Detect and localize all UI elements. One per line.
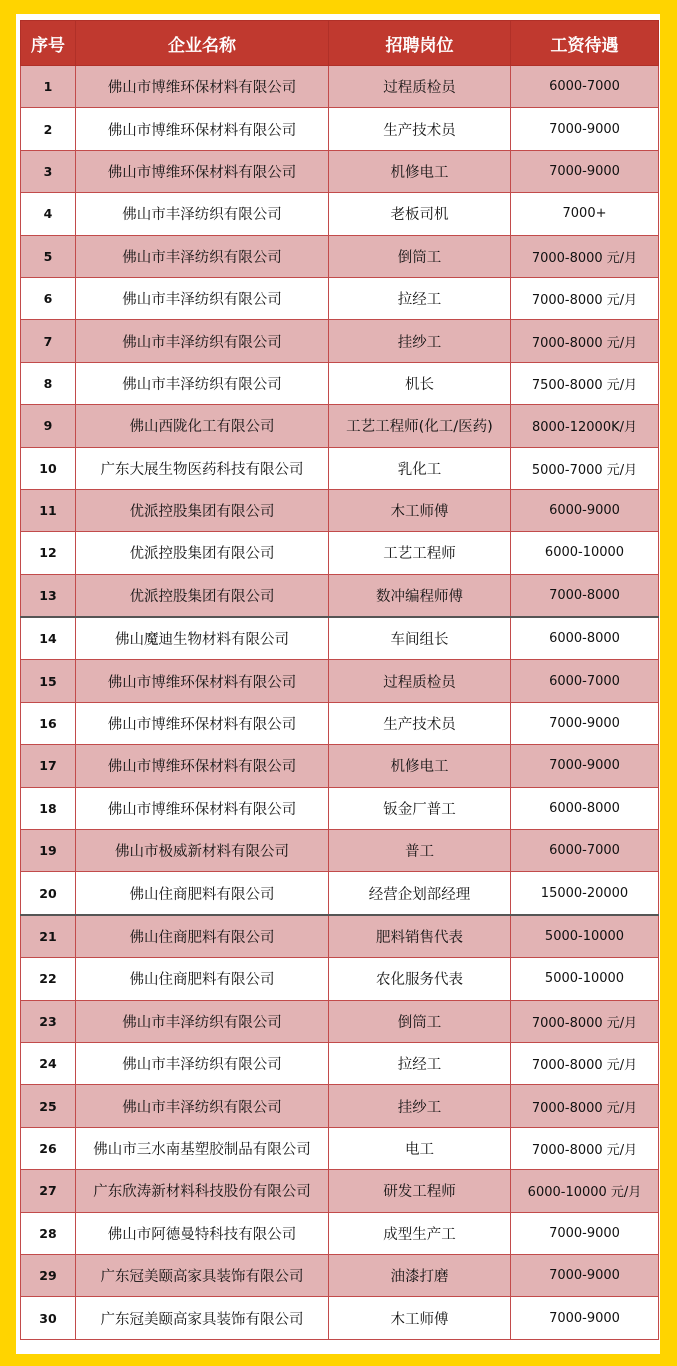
table-row bbox=[21, 958, 659, 1000]
table-row bbox=[21, 787, 659, 829]
table-row bbox=[21, 66, 659, 108]
row-index-cell: 29 bbox=[21, 1254, 76, 1296]
position-cell: 工艺工程师 bbox=[329, 532, 511, 574]
row-index-cell: 7 bbox=[21, 320, 76, 362]
table-row bbox=[21, 1127, 659, 1169]
position-cell: 钣金厂普工 bbox=[329, 787, 511, 829]
company-name-cell: 佛山魔迪生物材料有限公司 bbox=[76, 617, 329, 660]
table-row bbox=[21, 277, 659, 319]
position-cell: 数冲编程师傅 bbox=[329, 574, 511, 617]
table-row bbox=[21, 1170, 659, 1212]
table-row bbox=[21, 150, 659, 192]
company-name-cell: 佛山市丰泽纺织有限公司 bbox=[76, 235, 329, 277]
salary-cell: 6000-8000 bbox=[511, 787, 659, 829]
salary-cell: 7000-9000 bbox=[511, 1254, 659, 1296]
table-row bbox=[21, 1297, 659, 1339]
row-index-cell: 18 bbox=[21, 787, 76, 829]
table-row bbox=[21, 1254, 659, 1296]
row-index-cell: 22 bbox=[21, 958, 76, 1000]
position-cell: 过程质检员 bbox=[329, 660, 511, 702]
row-index-cell: 17 bbox=[21, 745, 76, 787]
position-cell: 挂纱工 bbox=[329, 320, 511, 362]
header-position: 招聘岗位 bbox=[329, 21, 511, 66]
position-cell: 挂纱工 bbox=[329, 1085, 511, 1127]
position-cell: 老板司机 bbox=[329, 193, 511, 235]
salary-cell: 6000-7000 bbox=[511, 830, 659, 872]
row-index-cell: 12 bbox=[21, 532, 76, 574]
position-cell: 生产技术员 bbox=[329, 108, 511, 150]
row-index-cell: 20 bbox=[21, 872, 76, 915]
table-row bbox=[21, 574, 659, 617]
position-cell: 油漆打磨 bbox=[329, 1254, 511, 1296]
position-cell: 拉经工 bbox=[329, 1042, 511, 1084]
row-index-cell: 13 bbox=[21, 574, 76, 617]
row-index-cell: 5 bbox=[21, 235, 76, 277]
company-name-cell: 佛山市极威新材料有限公司 bbox=[76, 830, 329, 872]
recruitment-table bbox=[20, 20, 659, 1340]
table-row bbox=[21, 108, 659, 150]
row-index-cell: 15 bbox=[21, 660, 76, 702]
row-index-cell: 11 bbox=[21, 489, 76, 531]
salary-cell: 7000-8000 bbox=[511, 574, 659, 617]
company-name-cell: 佛山市丰泽纺织有限公司 bbox=[76, 362, 329, 404]
salary-cell: 7000-9000 bbox=[511, 1297, 659, 1339]
company-name-cell: 佛山市丰泽纺织有限公司 bbox=[76, 193, 329, 235]
table-row bbox=[21, 1085, 659, 1127]
table-row bbox=[21, 489, 659, 531]
salary-cell: 6000-10000 bbox=[511, 532, 659, 574]
company-name-cell: 佛山住商肥料有限公司 bbox=[76, 958, 329, 1000]
company-name-cell: 佛山市博维环保材料有限公司 bbox=[76, 108, 329, 150]
company-name-cell: 广东冠美颐高家具装饰有限公司 bbox=[76, 1254, 329, 1296]
position-cell: 过程质检员 bbox=[329, 66, 511, 108]
company-name-cell: 优派控股集团有限公司 bbox=[76, 489, 329, 531]
position-cell: 乳化工 bbox=[329, 447, 511, 489]
salary-cell: 7000-9000 bbox=[511, 702, 659, 744]
company-name-cell: 佛山市丰泽纺织有限公司 bbox=[76, 320, 329, 362]
position-cell: 生产技术员 bbox=[329, 702, 511, 744]
table-row bbox=[21, 872, 659, 915]
company-name-cell: 广东欣涛新材料科技股份有限公司 bbox=[76, 1170, 329, 1212]
salary-cell: 7000-8000 元/月 bbox=[511, 1085, 659, 1127]
salary-cell: 7000-9000 bbox=[511, 1212, 659, 1254]
row-index-cell: 8 bbox=[21, 362, 76, 404]
row-index-cell: 14 bbox=[21, 617, 76, 660]
table-row bbox=[21, 745, 659, 787]
row-index-cell: 6 bbox=[21, 277, 76, 319]
salary-cell: 7000-8000 元/月 bbox=[511, 235, 659, 277]
salary-cell: 7000-9000 bbox=[511, 108, 659, 150]
row-index-cell: 1 bbox=[21, 66, 76, 108]
table-body bbox=[21, 66, 659, 1340]
company-name-cell: 优派控股集团有限公司 bbox=[76, 532, 329, 574]
position-cell: 机修电工 bbox=[329, 745, 511, 787]
company-name-cell: 广东冠美颐高家具装饰有限公司 bbox=[76, 1297, 329, 1339]
table-row bbox=[21, 1042, 659, 1084]
table-row bbox=[21, 1000, 659, 1042]
header-index: 序号 bbox=[21, 21, 76, 66]
table-row bbox=[21, 532, 659, 574]
row-index-cell: 28 bbox=[21, 1212, 76, 1254]
position-cell: 农化服务代表 bbox=[329, 958, 511, 1000]
header-salary: 工资待遇 bbox=[511, 21, 659, 66]
position-cell: 倒筒工 bbox=[329, 1000, 511, 1042]
position-cell: 研发工程师 bbox=[329, 1170, 511, 1212]
row-index-cell: 10 bbox=[21, 447, 76, 489]
position-cell: 机修电工 bbox=[329, 150, 511, 192]
company-name-cell: 佛山住商肥料有限公司 bbox=[76, 872, 329, 915]
row-index-cell: 2 bbox=[21, 108, 76, 150]
position-cell: 木工师傅 bbox=[329, 1297, 511, 1339]
salary-cell: 6000-8000 bbox=[511, 617, 659, 660]
row-index-cell: 4 bbox=[21, 193, 76, 235]
table-row bbox=[21, 235, 659, 277]
salary-cell: 7000-9000 bbox=[511, 745, 659, 787]
table-row bbox=[21, 1212, 659, 1254]
position-cell: 工艺工程师(化工/医药) bbox=[329, 405, 511, 447]
position-cell: 成型生产工 bbox=[329, 1212, 511, 1254]
position-cell: 机长 bbox=[329, 362, 511, 404]
company-name-cell: 优派控股集团有限公司 bbox=[76, 574, 329, 617]
company-name-cell: 佛山住商肥料有限公司 bbox=[76, 915, 329, 958]
row-index-cell: 24 bbox=[21, 1042, 76, 1084]
row-index-cell: 3 bbox=[21, 150, 76, 192]
salary-cell: 7000-8000 元/月 bbox=[511, 320, 659, 362]
salary-cell: 5000-10000 bbox=[511, 958, 659, 1000]
row-index-cell: 27 bbox=[21, 1170, 76, 1212]
position-cell: 木工师傅 bbox=[329, 489, 511, 531]
salary-cell: 7000-8000 元/月 bbox=[511, 277, 659, 319]
table-row bbox=[21, 193, 659, 235]
position-cell: 拉经工 bbox=[329, 277, 511, 319]
header-company: 企业名称 bbox=[76, 21, 329, 66]
row-index-cell: 9 bbox=[21, 405, 76, 447]
table-row bbox=[21, 617, 659, 660]
position-cell: 倒筒工 bbox=[329, 235, 511, 277]
salary-cell: 5000-10000 bbox=[511, 915, 659, 958]
salary-cell: 15000-20000 bbox=[511, 872, 659, 915]
salary-cell: 7000-8000 元/月 bbox=[511, 1000, 659, 1042]
salary-cell: 6000-9000 bbox=[511, 489, 659, 531]
row-index-cell: 25 bbox=[21, 1085, 76, 1127]
salary-cell: 5000-7000 元/月 bbox=[511, 447, 659, 489]
row-index-cell: 16 bbox=[21, 702, 76, 744]
salary-cell: 6000-10000 元/月 bbox=[511, 1170, 659, 1212]
company-name-cell: 佛山市博维环保材料有限公司 bbox=[76, 787, 329, 829]
position-cell: 普工 bbox=[329, 830, 511, 872]
position-cell: 经营企划部经理 bbox=[329, 872, 511, 915]
company-name-cell: 佛山市阿德曼特科技有限公司 bbox=[76, 1212, 329, 1254]
company-name-cell: 广东大展生物医药科技有限公司 bbox=[76, 447, 329, 489]
company-name-cell: 佛山市丰泽纺织有限公司 bbox=[76, 1042, 329, 1084]
company-name-cell: 佛山市博维环保材料有限公司 bbox=[76, 745, 329, 787]
table-row bbox=[21, 447, 659, 489]
salary-cell: 8000-12000K/月 bbox=[511, 405, 659, 447]
row-index-cell: 21 bbox=[21, 915, 76, 958]
table-row bbox=[21, 362, 659, 404]
position-cell: 肥料销售代表 bbox=[329, 915, 511, 958]
salary-cell: 6000-7000 bbox=[511, 66, 659, 108]
company-name-cell: 佛山市博维环保材料有限公司 bbox=[76, 150, 329, 192]
company-name-cell: 佛山市丰泽纺织有限公司 bbox=[76, 1000, 329, 1042]
company-name-cell: 佛山市博维环保材料有限公司 bbox=[76, 702, 329, 744]
company-name-cell: 佛山市博维环保材料有限公司 bbox=[76, 66, 329, 108]
company-name-cell: 佛山市丰泽纺织有限公司 bbox=[76, 1085, 329, 1127]
company-name-cell: 佛山市丰泽纺织有限公司 bbox=[76, 277, 329, 319]
table-row bbox=[21, 830, 659, 872]
company-name-cell: 佛山市三水南基塑胶制品有限公司 bbox=[76, 1127, 329, 1169]
salary-cell: 7000+ bbox=[511, 193, 659, 235]
table-row bbox=[21, 320, 659, 362]
row-index-cell: 26 bbox=[21, 1127, 76, 1169]
position-cell: 电工 bbox=[329, 1127, 511, 1169]
row-index-cell: 30 bbox=[21, 1297, 76, 1339]
company-name-cell: 佛山市博维环保材料有限公司 bbox=[76, 660, 329, 702]
table-row bbox=[21, 660, 659, 702]
salary-cell: 6000-7000 bbox=[511, 660, 659, 702]
salary-cell: 7000-8000 元/月 bbox=[511, 1127, 659, 1169]
company-name-cell: 佛山西陇化工有限公司 bbox=[76, 405, 329, 447]
table-row bbox=[21, 915, 659, 958]
salary-cell: 7500-8000 元/月 bbox=[511, 362, 659, 404]
row-index-cell: 19 bbox=[21, 830, 76, 872]
table-row bbox=[21, 405, 659, 447]
table-row bbox=[21, 702, 659, 744]
row-index-cell: 23 bbox=[21, 1000, 76, 1042]
salary-cell: 7000-8000 元/月 bbox=[511, 1042, 659, 1084]
position-cell: 车间组长 bbox=[329, 617, 511, 660]
table-header-row bbox=[21, 21, 659, 66]
salary-cell: 7000-9000 bbox=[511, 150, 659, 192]
recruitment-sheet bbox=[16, 14, 660, 1354]
